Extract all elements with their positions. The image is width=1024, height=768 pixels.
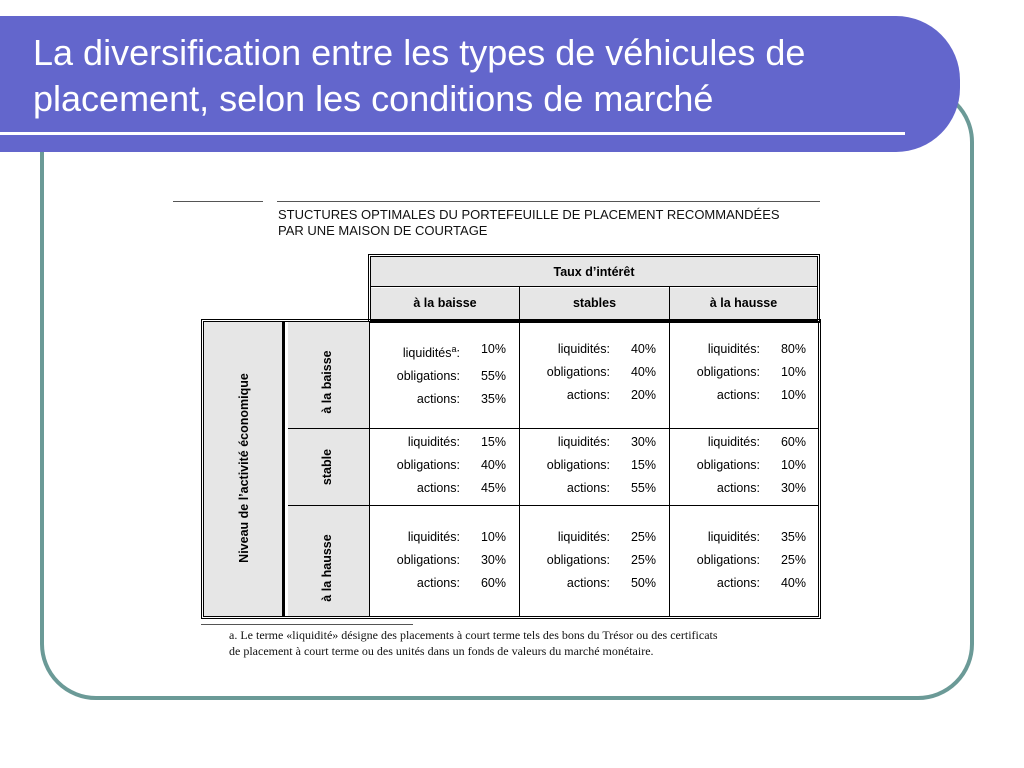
footnote <box>229 627 809 659</box>
footnote-line-1: a. Le terme «liquidité» désigne des placements à court terme tels des bons du Trésor ou des certificats <box>229 628 718 642</box>
header-divider <box>519 287 520 320</box>
table-cell: liquidités: 40% obligations: 40% actions: 20% <box>546 342 656 402</box>
caption-line-2: PAR UNE MAISON DE COURTAGE <box>278 223 488 238</box>
column-header-baisse: à la baisse <box>371 288 519 320</box>
column-divider <box>669 322 670 616</box>
footnote-line-2: de placement à court terme ou des unités dans un fonds de valeurs du marché monétaire. <box>229 644 654 658</box>
row-header-stable: stable <box>320 448 334 486</box>
header-divider <box>669 287 670 320</box>
column-group-header: Taux d’intérêt <box>371 257 817 287</box>
title-underline <box>0 132 905 135</box>
column-header-hausse: à la hausse <box>670 288 817 320</box>
footnote-rule <box>201 624 413 625</box>
column-header-stables: stables <box>520 288 669 320</box>
table-cell: liquidités: 25% obligations: 25% actions: 50% <box>546 530 656 590</box>
table-cell: liquidités$^a$: 10% obligations: 55% actions: 35% <box>396 342 506 407</box>
row-divider <box>288 505 818 506</box>
caption-rule-right <box>277 201 820 202</box>
table-cell: liquidités: 80% obligations: 10% actions: 10% <box>696 342 806 402</box>
row-group-header: Niveau de l’activité économique <box>237 373 251 563</box>
table-cell: liquidités: 35% obligations: 25% actions: 40% <box>696 530 806 590</box>
table-caption <box>278 207 780 239</box>
row-divider <box>288 428 818 429</box>
table-cell: liquidités: 60% obligations: 10% actions: 30% <box>696 435 806 495</box>
row-header-baisse: à la baisse <box>320 350 334 414</box>
table-cell: liquidités: 10% obligations: 30% actions: 60% <box>396 530 506 590</box>
caption-line-1: STUCTURES OPTIMALES DU PORTEFEUILLE DE PLACEMENT RECOMMANDÉES <box>278 207 780 222</box>
table-cell: liquidités: 30% obligations: 15% actions: 55% <box>546 435 656 495</box>
row-header-divider <box>369 322 370 616</box>
caption-rule-left <box>173 201 263 202</box>
table-cell: liquidités: 15% obligations: 40% actions: 45% <box>396 435 506 495</box>
column-divider <box>519 322 520 616</box>
slide-title: La diversification entre les types de véhicules de placement, selon les conditions de marché <box>33 32 806 119</box>
row-header-hausse: à la hausse <box>320 534 334 602</box>
